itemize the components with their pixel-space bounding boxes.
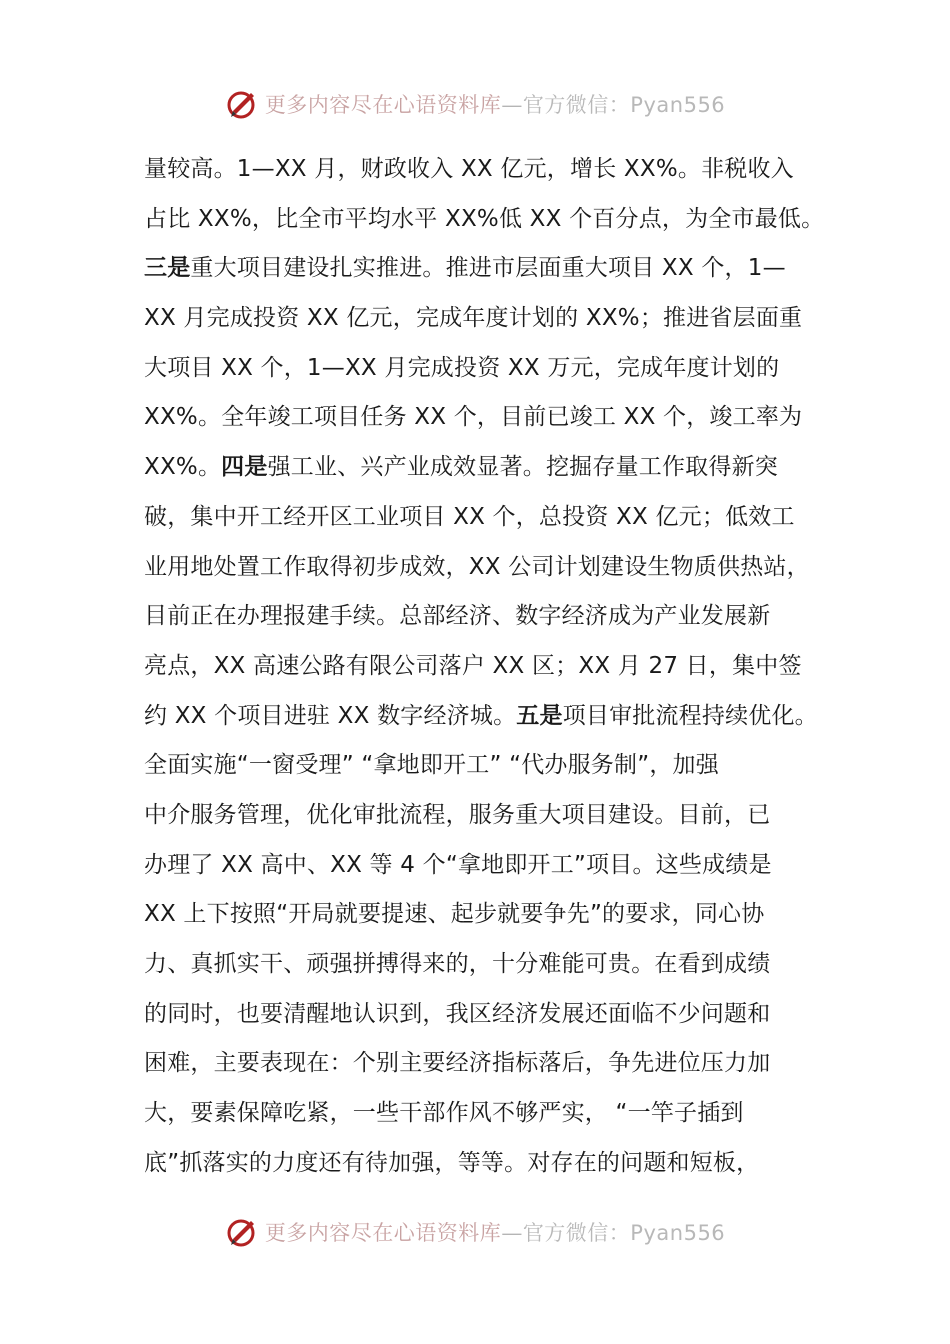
text-line: XX%。四是强工业、兴产业成效显著。挖掘存量工作取得新突: [144, 454, 778, 481]
text-line: 占比 XX%，比全市平均水平 XX%低 XX 个百分点，为全市最低。: [144, 205, 825, 232]
text-line: 中介服务管理，优化审批流程，服务重大项目建设。目前，已: [144, 801, 771, 828]
text-line: 约 XX 个项目进驻 XX 数字经济城。五是项目审批流程持续优化。: [144, 702, 818, 729]
text-line: 亮点，XX 高速公路有限公司落户 XX 区；XX 月 27 日，集中签: [144, 652, 802, 679]
text-line: 力、真抓实干、顽强拼搏得来的，十分难能可贵。在看到成绩: [144, 951, 771, 977]
banner-text: 更多内容尽在心语资料库—官方微信：Pyan556: [264, 93, 726, 117]
banner-text: 更多内容尽在心语资料库—官方微信：Pyan556: [264, 1221, 726, 1245]
text-line: 办理了 XX 高中、XX 等 4 个“拿地即开工”项目。这些成绩是: [144, 851, 772, 878]
text-line: XX 月完成投资 XX 亿元，完成年度计划的 XX%；推进省层面重: [144, 305, 803, 332]
document-body: [144, 145, 824, 1188]
header-banner: [0, 84, 950, 124]
text-line: 全面实施“一窗受理” “拿地即开工” “代办服务制”，加强: [144, 752, 719, 779]
text-line: 大项目 XX 个，1—XX 月完成投资 XX 万元，完成年度计划的: [144, 354, 780, 381]
text-line: 大，要素保障吃紧，一些干部作风不够严实， “一竿子插到: [144, 1100, 744, 1127]
text-line: 破，集中开工经开区工业项目 XX 个，总投资 XX 亿元；低效工: [144, 503, 795, 530]
text-line: 三是重大项目建设扎实推进。推进市层面重大项目 XX 个，1—: [144, 255, 786, 282]
text-line: 困难，主要表现在：个别主要经济指标落后，争先进位压力加: [144, 1050, 771, 1077]
text-line: XX%。全年竣工项目任务 XX 个，目前已竣工 XX 个，竣工率为: [144, 404, 803, 431]
text-line: 底”抓落实的力度还有待加强，等等。对存在的问题和短板，: [144, 1149, 760, 1176]
text-line: 目前正在办理报建手续。总部经济、数字经济成为产业发展新: [144, 603, 771, 630]
text-line: XX 上下按照“开局就要提速、起步就要争先”的要求，同心协: [144, 901, 765, 928]
text-line: 量较高。1—XX 月，财政收入 XX 亿元，增长 XX%。非税收入: [144, 156, 794, 182]
footer-banner: [0, 1212, 950, 1252]
text-line: 的同时，也要清醒地认识到，我区经济发展还面临不少问题和: [144, 1000, 771, 1027]
pen-logo-icon: [225, 87, 259, 121]
text-line: 业用地处置工作取得初步成效，XX 公司计划建设生物质供热站，: [144, 553, 810, 580]
pen-logo-icon: [225, 1215, 259, 1249]
